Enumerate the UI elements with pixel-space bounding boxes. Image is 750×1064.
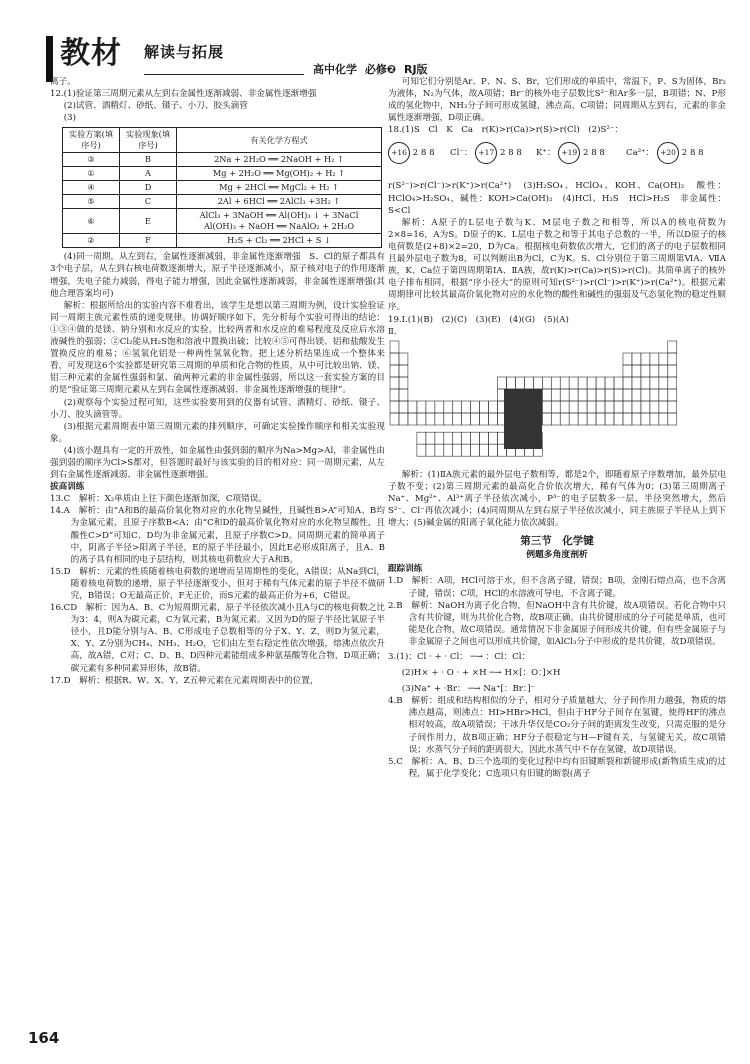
table-cell-outline — [623, 365, 632, 377]
table-cell-outline — [453, 413, 462, 425]
sub-title: 例题多角度剖析 — [526, 550, 588, 561]
table-cell-outline — [551, 413, 560, 425]
table-cell: ① — [63, 167, 120, 181]
table-cell-outline — [578, 389, 587, 401]
table-row — [63, 234, 382, 248]
answer-13: 13.C 解析：X₂单质由上往下颜色逐渐加深，C项错误。 — [50, 494, 267, 505]
table-cell-outline — [668, 365, 677, 377]
table-cell-outline — [587, 377, 596, 389]
table-cell-outline — [632, 365, 641, 377]
table-cell-outline — [515, 377, 524, 389]
table-cell-outline — [471, 413, 480, 425]
table-cell-outline — [390, 341, 399, 353]
q12-analysis-4: (4)该小题具有一定的开放性，如金属性由强到弱的顺序为Na>Mg>Al，非金属性由强到弱的顺序为Cl>S都对，但答题时最好与该实验的目的相对应：同一周期元素，从左到右金属性逐渐减弱、非金属性逐渐增强。 — [50, 445, 385, 481]
table-cell-outline — [569, 377, 578, 389]
table-cell-outline — [390, 365, 399, 377]
table-cell-outline — [605, 377, 614, 389]
table-cell-outline — [650, 401, 659, 413]
table-cell-outline — [605, 389, 614, 401]
table-cell: Mg + 2H₂O ══ Mg(OH)₂ + H₂ ↑ — [177, 167, 382, 181]
table-cell-outline — [641, 389, 650, 401]
table-cell-outline — [471, 401, 480, 413]
q12-analysis: 解析：根据所给出的实验内容不难看出，该学生是想以第三周期为例，设计实验验证同一周期主族元素性质的递变规律。协调好顺序如下，先分析每个实验可得出的结论：①③④做的是镁、钠分别和水反应的实验，比较两者和水反应的难易程度及反应后水溶液碱性的强弱；②Cl₂能从H₂S饱和溶液中置换出硫；比较④⑤可得出镁、铝和盐酸发生置换反应的难易；⑥氢氧化铝是一种两性氢氧化物。把上述分析结果连成一个整体来看，可发现这6个实验都是研究第三周期的单质和化合物的性质，从中可比较出钠、镁、铝三种元素的金属性强弱和氯、硫两种元素的非金属性强弱，所以这一套实验方案的目的是“验证第三周期元素从左到右金属性逐渐减弱、非金属性逐渐增强的规律”。 — [50, 300, 385, 396]
table-cell-outline — [659, 365, 668, 377]
table-cell-outline — [399, 401, 408, 413]
table-cell: ④ — [63, 181, 120, 195]
table-row — [63, 167, 382, 181]
table-cell-outline — [399, 389, 408, 401]
atom-diagram — [388, 142, 435, 164]
table-cell-outline — [435, 444, 444, 456]
answer-18-analysis: 解析：A原子的L层电子数与K、M层电子数之和相等，所以A的核电荷数为2×8=16，A为S。D原子的K、L层电子数之和等于其电子总数的一半，所以D原子的核电荷数是(2+8)×2=20，D为Ca。根据核电荷数依次增大，它们的离子的电子层数相同且最外层电子数为8，可以判断出B为Cl，C为K。S、Cl分别位于第三周期第ⅥA、ⅦA族，K、Ca位于第四周期第ⅠA、ⅡA族，故r(K)>r(Ca)>r(S)>r(Cl)。其简单离子的核外电子排布相同，根据“序小径大”的原则可知r(S²⁻)>r(Cl⁻)>r(K⁺)>r(Ca²⁺)。根据元素周期律可比较其最高价氧化物对应的水化物的酸性和碱性的强弱及气态氢化物的稳定性顺序。 — [388, 217, 726, 313]
table-cell-outline — [399, 377, 408, 389]
table-row — [63, 195, 382, 209]
table-cell-outline — [399, 353, 408, 365]
table-cell-outline — [578, 413, 587, 425]
table-cell-outline — [417, 401, 426, 413]
table-header: 实验方案(填序号) — [63, 128, 120, 153]
table-cell-outline — [659, 377, 668, 389]
table-cell: ③ — [63, 153, 120, 167]
table-cell-outline — [462, 444, 471, 456]
table-cell: A — [120, 167, 177, 181]
answer-2: 2.B 解析：NaOH为离子化合物，但NaOH中含有共价键，故A项错误。若化合物中只含有共价键，则为共价化合物，故B项正确。由共价键形成的分子可能是单质，也可能是化合物，故C项错误。通常情况下非金属原子间形成共价键，但有些金属原子与非金属原子之间也可以形成共价键，如AlCl₃分子中形成的是共价键，故D项错误。 — [388, 600, 726, 647]
table-cell-outline — [623, 353, 632, 365]
table-cell-outline — [408, 401, 417, 413]
table-cell: ② — [63, 234, 120, 248]
table-cell-outline — [605, 401, 614, 413]
right-column — [388, 76, 726, 780]
table-cell-outline — [462, 413, 471, 425]
table-cell-outline — [453, 444, 462, 456]
table-cell-outline — [471, 444, 480, 456]
table-cell-outline — [444, 401, 453, 413]
table-cell-outline — [390, 353, 399, 365]
table-cell-outline — [426, 413, 435, 425]
table-cell: Mg + 2HCl ══ MgCl₂ + H₂ ↑ — [177, 181, 382, 195]
table-cell-outline — [390, 413, 399, 425]
table-cell-outline — [569, 413, 578, 425]
table-row — [63, 153, 382, 167]
table-cell-outline — [650, 389, 659, 401]
q12-part4: (4)同一周期，从左到右，金属性逐渐减弱，非金属性逐渐增强 S、Cl的原子都具有3个电子层，从左到右核电荷数逐渐增大，原子半径逐渐减小，原子核对电子的作用逐渐增强，失电子能力减弱，得电子能力增强，因此金属性逐渐减弱，非金属性逐渐增强(其他合理答案均可) — [50, 252, 385, 299]
table-cell-outline — [668, 377, 677, 389]
table-cell-outline — [605, 413, 614, 425]
table-cell-outline — [614, 413, 623, 425]
section-label: 拔高训练 — [50, 482, 85, 493]
answer-19-part2: Ⅱ. — [388, 326, 397, 337]
q12-analysis-3: (3)根据元素周期表中第三周期元素的排列顺序，可确定实验操作顺序和相关实验现象。 — [50, 421, 385, 444]
table-cell-outline — [489, 413, 498, 425]
ion-label: Ca²⁺： — [626, 148, 655, 159]
table-cell-outline — [498, 377, 507, 389]
answer-19-analysis: 解析：(1)ⅡA族元素的最外层电子数相等，都是2个，即随着原子序数增加，最外层电子数不变；(2)第三周期元素的最高化合价依次增大，稀有气体为0；(3)第三周期离子Na⁺、Mg²⁺、Al³⁺离子半径依次减小，P³⁻的电子层数多一层，半径突然增大，然后S²⁻、Cl⁻再依次减小；(4)同周期从左到右原子半径依次减小，同主族原子半径从上到下增大；(5)碱金属的阳离子氧化能力依次减弱。 — [388, 469, 726, 529]
table-cell: F — [120, 234, 177, 248]
table-cell-outline — [542, 401, 551, 413]
table-cell-outline — [390, 377, 399, 389]
q12-part1: 12.(1)验证第三周期元素从左到右金属性逐渐减弱、非金属性逐渐增强 — [50, 89, 317, 100]
table-cell-outline — [668, 401, 677, 413]
table-row — [63, 181, 382, 195]
table-cell: ⑥ — [63, 209, 120, 234]
atom-diagram — [626, 142, 704, 164]
table-cell-outline — [480, 413, 489, 425]
table-cell-outline — [596, 401, 605, 413]
table-cell-outline — [578, 401, 587, 413]
periodic-table-grid — [388, 340, 688, 465]
table-row — [63, 209, 382, 234]
table-cell-outline — [650, 353, 659, 365]
table-cell: B — [120, 153, 177, 167]
table-cell: C — [120, 195, 177, 209]
table-cell-outline — [489, 444, 498, 456]
answer-18-cont: r(S²⁻)>r(Cl⁻)>r(K⁺)>r(Ca²⁺) (3)H₂SO₄、HClO₄、KOH、Ca(OH)₂ 酸性：HClO₄>H₂SO₄，碱性：KOH>Ca(OH)₂ (4)HCl、H₂S HCl>H₂S 非金属性：S<Cl — [388, 181, 726, 216]
table-cell-outline — [435, 432, 444, 444]
header-rule — [144, 74, 304, 75]
table-cell: D — [120, 181, 177, 195]
table-cell-outline — [659, 401, 668, 413]
table-cell-outline — [587, 401, 596, 413]
table-cell-outline — [453, 401, 462, 413]
table-cell-outline — [623, 389, 632, 401]
table-cell-outline — [668, 353, 677, 365]
table-cell-outline — [569, 401, 578, 413]
table-cell-outline — [587, 413, 596, 425]
table-cell-outline — [623, 401, 632, 413]
table-cell-outline — [560, 377, 569, 389]
table-cell-outline — [641, 413, 650, 425]
table-cell-outline — [408, 413, 417, 425]
table-cell-outline — [659, 413, 668, 425]
table-cell-outline — [596, 377, 605, 389]
table-cell-outline — [596, 413, 605, 425]
table-cell-outline — [444, 413, 453, 425]
table-cell-outline — [623, 377, 632, 389]
table-cell-outline — [632, 353, 641, 365]
table-cell-outline — [560, 413, 569, 425]
table-header: 实验现象(填序号) — [120, 128, 177, 153]
table-cell-outline — [641, 401, 650, 413]
table-cell-outline — [417, 432, 426, 444]
table-cell: ⑤ — [63, 195, 120, 209]
table-cell-outline — [668, 413, 677, 425]
table-cell-outline — [650, 413, 659, 425]
table-cell-outline — [659, 389, 668, 401]
atom-diagram — [450, 142, 522, 164]
nucleus: +19 — [558, 142, 580, 164]
brand-subtitle: 解读与拓展 — [144, 43, 225, 61]
table-cell: E — [120, 209, 177, 234]
table-cell-outline — [650, 377, 659, 389]
electron-shells: 2 8 8 — [583, 148, 605, 159]
table-cell-outline — [435, 401, 444, 413]
answer-17: 17.D 解析：根据R、W、X、Y、Z五种元素在元素周期表中的位置， — [50, 675, 319, 686]
table-cell-outline — [399, 413, 408, 425]
paragraph: 离子。 — [50, 77, 76, 87]
electron-shells: 2 8 8 — [412, 148, 435, 159]
table-cell-outline — [641, 377, 650, 389]
answer-16: 16.CD 解析：因为A、B、C为短周期元素，原子半径依次减小且A与C的核电荷数之比为3：4，则A为碳元素，C为氧元素，B为氮元素。又因为D的原子半径比氧原子半径小，且D能分别与A、B、C形成电子总数相等的分子X、Y、Z，则D为氢元素，X、Y、Z分别为CH₄、NH₃、H₂O，它们由左至右稳定性依次增强，熔沸点依次升高，故A错，C对；C、D、B、D四种元素能组成多种氨基酸等化合物，D项正确；碳元素有多种同素异形体，故B错。 — [50, 603, 385, 674]
answer-19: 19.Ⅰ.(1)(B) (2)(C) (3)(E) (4)(G) (5)(A) — [388, 314, 569, 325]
table-cell-outline — [489, 401, 498, 413]
table-cell-outline — [632, 413, 641, 425]
table-cell-outline — [542, 413, 551, 425]
ion-label: Cl⁻： — [450, 148, 473, 159]
answer-15: 15.D 解析：元素的性质随着核电荷数的递增而呈周期性的变化，A错误；从Na到Cl，随着核电荷数的递增，原子半径逐渐变小，但对于稀有气体元素的原子半径不做研究，B错误；O无最高正价，F无正价，而S元素的最高正价为+6，C错误。 — [50, 566, 385, 601]
atom-diagram — [536, 142, 605, 164]
answer-14: 14.A 解析：由“A和B的最高价氧化物对应的水化物呈碱性，且碱性B>A”可知A、B均为金属元素，且原子序数B<A；由“C和D的最高价氧化物对应的水化物呈酸性，且酸性C>D”可知C、D均为非金属元素，且原子序数C>D。同周期元素的简单离子中，阴离子半径>阳离子半径，E的原子半径最小，因此E必形成阳离子，且A、B的离子具有相同的电子层结构，则其核电荷数应大于A和B。 — [50, 506, 385, 565]
table-cell: 2Na + 2H₂O ══ 2NaOH + H₂ ↑ — [177, 153, 382, 167]
table-cell-outline — [453, 432, 462, 444]
answer-3-part3: (3)Na⁺ + ·Br： ─→ Na⁺[：Br：]⁻ — [401, 684, 536, 695]
table-cell-outline — [471, 432, 480, 444]
table-cell-outline — [650, 365, 659, 377]
table-cell-outline — [551, 401, 560, 413]
answer-3-part1: 3.(1)：Cl · + · Cl： ─→ ：Cl：Cl： — [388, 652, 531, 662]
table-cell: AlCl₃ + 3NaOH ══ Al(OH)₃ ↓ + 3NaCl Al(OH)₃ + NaOH ══ NaAlO₂ + 2H₂O — [177, 209, 382, 234]
paragraph: 可知它们分别是Ar、P、N、S、Br，它们形成的单质中，常温下，P、S为固体，Br₂为液体，N₂为气体，故A项错；Br⁻的核外电子层数比S²⁻和Ar多一层，B项错；N、P形成的氢化物中，NH₃分子间可形成氢键，沸点高，C项错；同周期从左到右，元素的非金属性逐渐增强，D项正确。 — [388, 77, 726, 124]
table-cell-outline — [614, 389, 623, 401]
ion-structure-diagrams — [388, 138, 726, 178]
table-cell-outline — [659, 353, 668, 365]
table-cell-outline — [632, 389, 641, 401]
table-cell-outline — [426, 401, 435, 413]
table-cell-outline — [569, 389, 578, 401]
table-cell-outline — [426, 432, 435, 444]
table-cell-outline — [444, 432, 453, 444]
electron-shells: 2 8 8 — [681, 148, 704, 159]
answer-4: 4.B 解析：组成和结构相似的分子，相对分子质量越大，分子间作用力越强，物质的熔沸点越高，则沸点：HI>HBr>HCl，但由于HF分子间存在氢键，使得HF的沸点相对较高，故A项错误；干冰升华仅是CO₂分子间的距离发生改变，只需克服的是分子间作用力，故B项正确；HF分子很稳定与H—F键有关，与氢键无关，故C项错误；水蒸气分子间的距离很大，因此水蒸气中不存在氢键，故D项错误。 — [388, 696, 726, 755]
nucleus: +16 — [388, 142, 410, 164]
table-cell-outline — [560, 401, 569, 413]
answer-1: 1.D 解析：A项，HCl可溶于水，但不含离子键，错误；B项，金刚石熔点高，也不含离子键，错误；C项，HCl的水溶液可导电，不含离子键。 — [388, 576, 726, 599]
table-cell-outline — [506, 377, 515, 389]
q12-part3: (3) — [63, 113, 76, 124]
table-cell-outline — [390, 389, 399, 401]
table-cell-outline — [596, 389, 605, 401]
table-cell-outline — [426, 444, 435, 456]
q12-part2: (2)试管、酒精灯、砂纸、镊子、小刀、胶头滴管 — [63, 101, 248, 112]
answer-5: 5.C 解析：A、B、D三个选项的变化过程中均有旧键断裂和新键形成(新物质生成)的过程，属于化学变化；C选项只有旧键的断裂(离子 — [388, 756, 726, 779]
table-cell-outline — [462, 401, 471, 413]
table-cell-outline — [551, 377, 560, 389]
section-label: 跟踪训练 — [388, 564, 423, 575]
table-cell-outline — [632, 377, 641, 389]
table-cell-outline — [542, 377, 551, 389]
table-cell-outline — [417, 413, 426, 425]
ion-label: K⁺： — [536, 148, 556, 159]
periodic-table-diagram — [388, 340, 688, 465]
brand-title: 教材 — [60, 36, 122, 71]
table-header: 有关化学方程式 — [177, 128, 382, 153]
table-cell-outline — [480, 432, 489, 444]
table-cell-outline — [614, 377, 623, 389]
table-cell-outline — [668, 341, 677, 353]
table-cell: 2Al + 6HCl ══ 2AlCl₃ +3H₂ ↑ — [177, 195, 382, 209]
left-column — [50, 76, 385, 687]
subject-label: 高中化学 必修❷ RJ版 — [313, 63, 428, 76]
nucleus: +20 — [657, 142, 679, 164]
table-cell-outline — [560, 389, 569, 401]
table-cell-outline — [435, 413, 444, 425]
table-cell-outline — [480, 401, 489, 413]
answer-18: 18.(1)S Cl K Ca r(K)>r(Ca)>r(S)>r(Cl) (2)S²⁻： — [388, 125, 623, 136]
table-cell-outline — [614, 401, 623, 413]
table-cell-outline — [623, 413, 632, 425]
table-cell-outline — [641, 365, 650, 377]
table-cell-outline — [480, 444, 489, 456]
nucleus: +17 — [475, 142, 497, 164]
table-cell-outline — [524, 377, 533, 389]
table-cell-outline — [542, 389, 551, 401]
table-cell-outline — [587, 389, 596, 401]
q12-analysis-2: (2)观察每个实验过程可知，这些实验要用到的仪器有试管、酒精灯、砂纸、镊子、小刀、胶头滴管等。 — [50, 397, 385, 420]
table-cell-outline — [462, 432, 471, 444]
table-cell-outline — [632, 401, 641, 413]
table-cell-outline — [578, 377, 587, 389]
section-title: 第三节 化学键 — [520, 535, 594, 548]
table-cell-outline — [641, 353, 650, 365]
table-cell-outline — [668, 389, 677, 401]
page-number: 164 — [28, 1029, 60, 1047]
table-cell-outline — [399, 365, 408, 377]
table-cell-outline — [444, 444, 453, 456]
experiment-table — [62, 127, 382, 248]
table-cell-outline — [533, 377, 542, 389]
table-cell-outline — [551, 389, 560, 401]
shaded-block — [504, 389, 542, 449]
table-cell-outline — [390, 401, 399, 413]
table-cell-outline — [489, 432, 498, 444]
table-cell-outline — [417, 444, 426, 456]
electron-shells: 2 8 8 — [499, 148, 522, 159]
table-cell: H₂S + Cl₂ ══ 2HCl + S ↓ — [177, 234, 382, 248]
answer-3-part2: (2)H× + · O · + ×H ─→ H×[：O：]×H — [401, 668, 561, 679]
